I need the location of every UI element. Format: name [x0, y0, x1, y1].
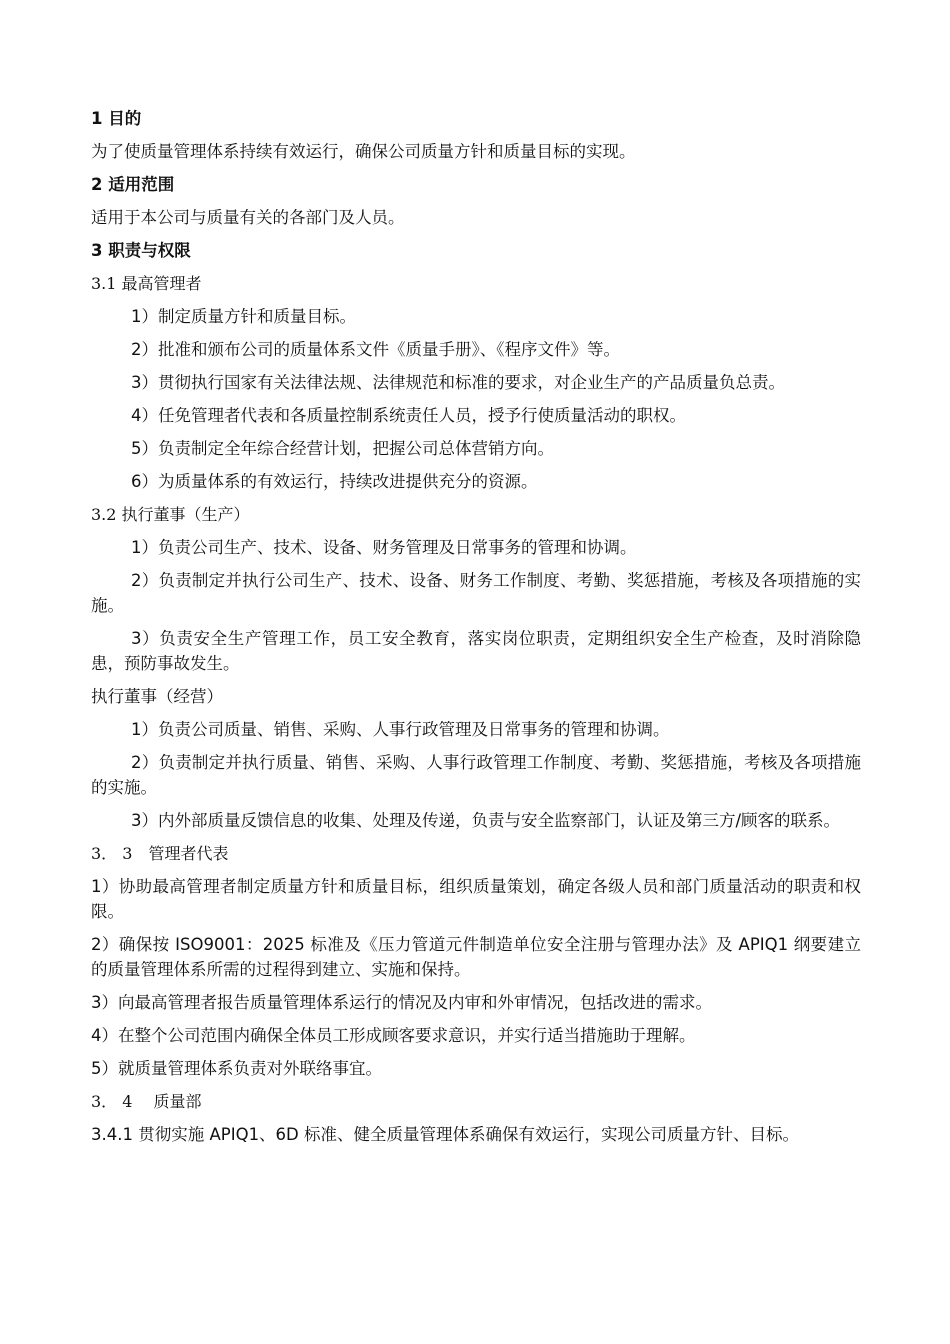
list-item: 3）向最高管理者报告质量管理体系运行的情况及内审和外审情况，包括改进的需求。 [91, 993, 712, 1012]
list-item: 1）负责公司生产、技术、设备、财务管理及日常事务的管理和协调。 [131, 538, 637, 557]
section-1-body: 为了使质量管理体系持续有效运行，确保公司质量方针和质量目标的实现。 [91, 142, 636, 161]
list-item: 2）负责制定并执行公司生产、技术、设备、财务工作制度、考勤、奖惩措施，考核及各项措施的实施。 [91, 571, 861, 615]
list-item: 3）内外部质量反馈信息的收集、处理及传递，负责与安全监察部门，认证及第三方/顾客的联系。 [131, 811, 841, 830]
document-page [91, 106, 861, 1155]
section-3-3-title: 3． 3 管理者代表 [91, 844, 229, 863]
section-3-title: 3 职责与权限 [91, 241, 191, 260]
section-1-title: 1 目的 [91, 109, 142, 128]
list-item: 3）贯彻执行国家有关法律法规、法律规范和标准的要求，对企业生产的产品质量负总责。 [131, 373, 785, 392]
list-item: 5）就质量管理体系负责对外联络事宜。 [91, 1059, 382, 1078]
section-3-1-title: 3.1 最高管理者 [91, 274, 202, 293]
list-item: 1）协助最高管理者制定质量方针和质量目标，组织质量策划，确定各级人员和部门质量活动的职责和权限。 [91, 877, 861, 921]
list-item: 4）在整个公司范围内确保全体员工形成顾客要求意识，并实行适当措施助于理解。 [91, 1026, 696, 1045]
list-item: 3.4.1 贯彻实施 APIQ1、6D 标准、健全质量管理体系确保有效运行，实现公司质量方针、目标。 [91, 1125, 800, 1144]
list-item: 6）为质量体系的有效运行，持续改进提供充分的资源。 [131, 472, 538, 491]
list-item: 2）批准和颁布公司的质量体系文件《质量手册》、《程序文件》等。 [131, 340, 620, 359]
section-3-2-title: 3.2 执行董事（生产） [91, 505, 250, 524]
section-2-body: 适用于本公司与质量有关的各部门及人员。 [91, 208, 405, 227]
list-item: 4）任免管理者代表和各质量控制系统责任人员，授予行使质量活动的职权。 [131, 406, 686, 425]
list-item: 3）负责安全生产管理工作，员工安全教育，落实岗位职责，定期组织安全生产检查，及时消除隐患，预防事故发生。 [91, 629, 861, 673]
list-item: 1）制定质量方针和质量目标。 [131, 307, 356, 326]
list-item: 2）确保按 ISO9001：2025 标准及《压力管道元件制造单位安全注册与管理办法》及 APIQ1 纲要建立的质量管理体系所需的过程得到建立、实施和保持。 [91, 935, 861, 979]
section-2-title: 2 适用范围 [91, 175, 175, 194]
section-3-4-title: 3． 4 质量部 [91, 1092, 202, 1111]
section-3-2b-title: 执行董事（经营） [91, 687, 223, 706]
list-item: 2）负责制定并执行质量、销售、采购、人事行政管理工作制度、考勤、奖惩措施，考核及各项措施的实施。 [91, 753, 861, 797]
list-item: 1）负责公司质量、销售、采购、人事行政管理及日常事务的管理和协调。 [131, 720, 670, 739]
list-item: 5）负责制定全年综合经营计划，把握公司总体营销方向。 [131, 439, 554, 458]
